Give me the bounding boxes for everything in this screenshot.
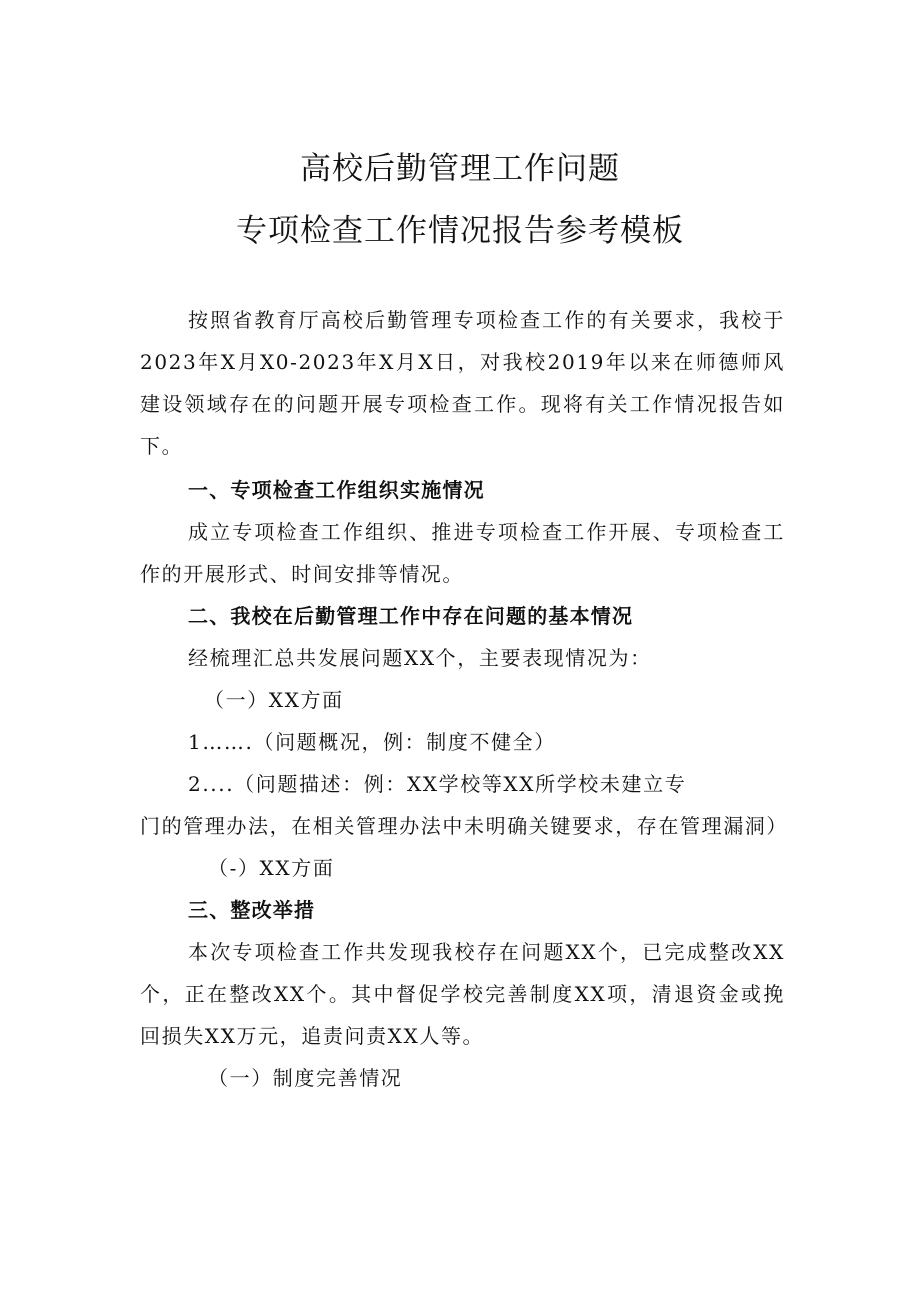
section2-item-2-line1: 2....（问题描述：例：XX学校等XX所学校未建立专 (188, 772, 687, 796)
section1-heading: 一、专项检查工作组织实施情况 (188, 478, 485, 502)
document-title-line2: 专项检查工作情况报告参考模板 (236, 213, 684, 249)
section2-subheading-1: （一）XX方面 (204, 688, 344, 712)
document-body (140, 299, 788, 1099)
section3-subheading-1: （一）制度完善情况 (208, 1066, 403, 1090)
document-title-line1: 高校后勤管理工作问题 (300, 151, 620, 187)
intro-paragraph: 按照省教育厅高校后勤管理专项检查工作的有关要求，我校于2023年X月X0-2023年X月X日，对我校2019年以来在师德师风建设领域存在的问题开展专项检查工作。现将有关工作情况报告如下。 (140, 308, 785, 458)
section2-item-2-line2: 门的管理办法，在相关管理办法中未明确关键要求，存在管理漏洞） (140, 814, 788, 838)
section2-heading: 二、我校在后勤管理工作中存在问题的基本情况 (188, 604, 634, 628)
section2-paragraph: 经梳理汇总共发展问题XX个，主要表现情况为： (188, 646, 652, 670)
section3-paragraph: 本次专项检查工作共发现我校存在问题XX个，已完成整改XX个，正在整改XX个。其中督促学校完善制度XX项，清退资金或挽回损失XX万元，追责问责XX人等。 (140, 940, 785, 1048)
section2-item-1: 1…….（问题概况，例：制度不健全） (188, 730, 556, 754)
section1-paragraph: 成立专项检查工作组织、推进专项检查工作开展、专项检查工作的开展形式、时间安排等情况。 (140, 520, 785, 586)
section3-heading: 三、整改举措 (188, 898, 316, 922)
section2-subheading-2: （-）XX方面 (208, 856, 335, 880)
